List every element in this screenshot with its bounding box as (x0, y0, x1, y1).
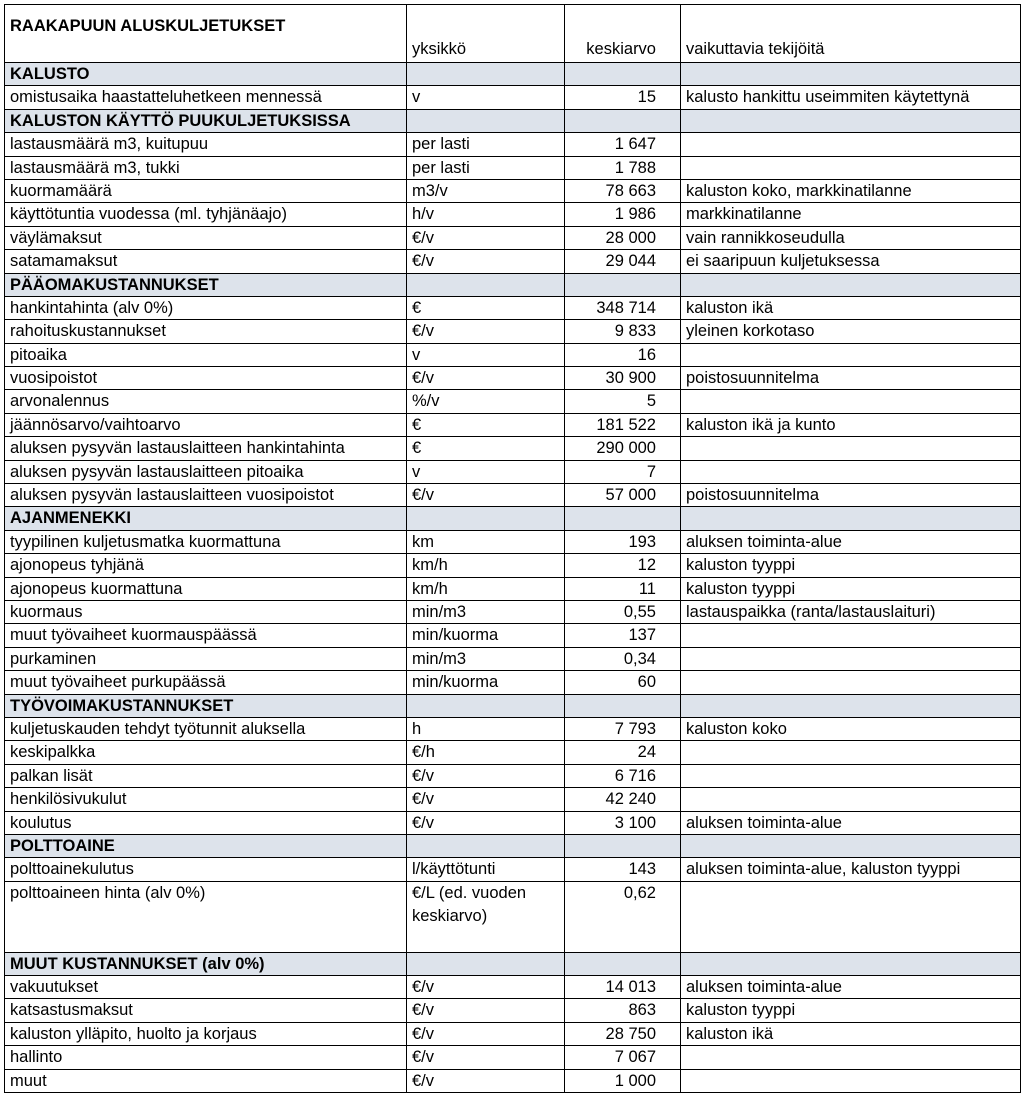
row-unit: €/v (407, 1069, 565, 1092)
section-cell (407, 834, 565, 857)
row-factors (681, 133, 1021, 156)
row-item: purkaminen (5, 647, 407, 670)
section-cell (407, 694, 565, 717)
row-unit: € (407, 413, 565, 436)
row-average: 6 716 (565, 764, 681, 787)
row-average: 15 (565, 86, 681, 109)
row-factors: aluksen toiminta-alue (681, 976, 1021, 999)
section-cell (681, 694, 1021, 717)
row-item: aluksen pysyvän lastauslaitteen pitoaika (5, 460, 407, 483)
section-label: MUUT KUSTANNUKSET (alv 0%) (5, 952, 407, 975)
row-average: 143 (565, 858, 681, 881)
header-row (5, 5, 1021, 63)
row-item: satamamaksut (5, 250, 407, 273)
table-row (5, 367, 1021, 390)
row-unit: h/v (407, 203, 565, 226)
section-cell (407, 273, 565, 296)
row-unit: €/L (ed. vuoden keskiarvo) (407, 881, 565, 952)
row-item: hankintahinta (alv 0%) (5, 296, 407, 319)
row-item: tyypilinen kuljetusmatka kuormattuna (5, 530, 407, 553)
section-cell (565, 834, 681, 857)
row-item: vakuutukset (5, 976, 407, 999)
row-average: 28 750 (565, 1022, 681, 1045)
row-item: omistusaika haastatteluhetkeen mennessä (5, 86, 407, 109)
section-row (5, 109, 1021, 132)
row-factors (681, 460, 1021, 483)
row-factors (681, 343, 1021, 366)
section-cell (565, 63, 681, 86)
table-row (5, 554, 1021, 577)
section-row (5, 952, 1021, 975)
table-row (5, 741, 1021, 764)
row-factors: vain rannikkoseudulla (681, 226, 1021, 249)
row-factors: lastauspaikka (ranta/lastauslaituri) (681, 600, 1021, 623)
table-row (5, 764, 1021, 787)
table-row (5, 413, 1021, 436)
section-label: PÄÄOMAKUSTANNUKSET (5, 273, 407, 296)
cost-table (4, 4, 1021, 1093)
table-row (5, 647, 1021, 670)
row-average: 78 663 (565, 179, 681, 202)
row-factors (681, 764, 1021, 787)
table-row (5, 250, 1021, 273)
row-unit: €/v (407, 999, 565, 1022)
table-row (5, 179, 1021, 202)
row-factors: ei saaripuun kuljetuksessa (681, 250, 1021, 273)
row-item: kuljetuskauden tehdyt työtunnit aluksella (5, 717, 407, 740)
table-title: RAAKAPUUN ALUSKULJETUKSET (5, 5, 407, 63)
row-average: 348 714 (565, 296, 681, 319)
row-item: muut (5, 1069, 407, 1092)
row-factors: aluksen toiminta-alue (681, 530, 1021, 553)
section-cell (565, 507, 681, 530)
row-unit: min/m3 (407, 600, 565, 623)
section-row (5, 694, 1021, 717)
row-item: polttoaineen hinta (alv 0%) (5, 881, 407, 952)
row-item: aluksen pysyvän lastauslaitteen hankintahinta (5, 437, 407, 460)
row-average: 5 (565, 390, 681, 413)
row-unit: m3/v (407, 179, 565, 202)
table-row (5, 133, 1021, 156)
row-unit: km/h (407, 577, 565, 600)
section-cell (565, 952, 681, 975)
row-unit: € (407, 296, 565, 319)
row-unit: km/h (407, 554, 565, 577)
row-average: 1 986 (565, 203, 681, 226)
row-unit: min/kuorma (407, 671, 565, 694)
row-factors: aluksen toiminta-alue, kaluston tyyppi (681, 858, 1021, 881)
row-factors (681, 881, 1021, 952)
row-average: 1 000 (565, 1069, 681, 1092)
row-unit: €/v (407, 250, 565, 273)
row-average: 9 833 (565, 320, 681, 343)
row-average: 863 (565, 999, 681, 1022)
row-factors (681, 1069, 1021, 1092)
row-item: koulutus (5, 811, 407, 834)
row-item: keskipalkka (5, 741, 407, 764)
row-factors (681, 788, 1021, 811)
table-row (5, 460, 1021, 483)
table-row (5, 881, 1021, 952)
row-factors: kaluston tyyppi (681, 577, 1021, 600)
table-row (5, 320, 1021, 343)
row-average: 7 (565, 460, 681, 483)
row-factors (681, 647, 1021, 670)
table-row (5, 811, 1021, 834)
row-unit: €/h (407, 741, 565, 764)
table-row (5, 1022, 1021, 1045)
row-item: aluksen pysyvän lastauslaitteen vuosipoistot (5, 484, 407, 507)
row-factors: poistosuunnitelma (681, 367, 1021, 390)
row-factors (681, 390, 1021, 413)
table-row (5, 203, 1021, 226)
section-cell (681, 109, 1021, 132)
row-average: 14 013 (565, 976, 681, 999)
table-row (5, 390, 1021, 413)
row-unit: €/v (407, 1046, 565, 1069)
section-row (5, 507, 1021, 530)
table-row (5, 624, 1021, 647)
section-cell (407, 952, 565, 975)
row-item: käyttötuntia vuodessa (ml. tyhjänäajo) (5, 203, 407, 226)
row-average: 137 (565, 624, 681, 647)
section-row (5, 63, 1021, 86)
row-unit: per lasti (407, 156, 565, 179)
row-factors: markkinatilanne (681, 203, 1021, 226)
table-row (5, 999, 1021, 1022)
row-average: 16 (565, 343, 681, 366)
section-label: POLTTOAINE (5, 834, 407, 857)
row-unit: €/v (407, 367, 565, 390)
row-factors (681, 1046, 1021, 1069)
row-factors: kaluston ikä ja kunto (681, 413, 1021, 436)
row-item: muut työvaiheet kuormauspäässä (5, 624, 407, 647)
row-unit: €/v (407, 484, 565, 507)
row-item: jäännösarvo/vaihtoarvo (5, 413, 407, 436)
row-unit: €/v (407, 764, 565, 787)
row-unit: €/v (407, 226, 565, 249)
row-unit: v (407, 460, 565, 483)
section-row (5, 834, 1021, 857)
row-unit: €/v (407, 320, 565, 343)
row-average: 193 (565, 530, 681, 553)
row-item: hallinto (5, 1046, 407, 1069)
row-average: 0,34 (565, 647, 681, 670)
table-row (5, 600, 1021, 623)
row-average: 28 000 (565, 226, 681, 249)
table-row (5, 976, 1021, 999)
row-unit: %/v (407, 390, 565, 413)
row-average: 0,55 (565, 600, 681, 623)
table-row (5, 858, 1021, 881)
section-cell (565, 273, 681, 296)
row-average: 1 788 (565, 156, 681, 179)
row-average: 42 240 (565, 788, 681, 811)
row-unit: l/käyttötunti (407, 858, 565, 881)
table-row (5, 671, 1021, 694)
row-unit: €/v (407, 811, 565, 834)
section-cell (681, 507, 1021, 530)
row-item: vuosipoistot (5, 367, 407, 390)
row-unit: v (407, 86, 565, 109)
section-cell (565, 109, 681, 132)
row-item: pitoaika (5, 343, 407, 366)
table-row (5, 530, 1021, 553)
row-factors: poistosuunnitelma (681, 484, 1021, 507)
row-unit: € (407, 437, 565, 460)
row-unit: h (407, 717, 565, 740)
table-row (5, 1046, 1021, 1069)
header-unit: yksikkö (407, 5, 565, 63)
row-average: 11 (565, 577, 681, 600)
header-factors: vaikuttavia tekijöitä (681, 5, 1021, 63)
row-factors: kaluston tyyppi (681, 554, 1021, 577)
row-average: 30 900 (565, 367, 681, 390)
table-row (5, 86, 1021, 109)
row-unit: min/m3 (407, 647, 565, 670)
row-factors (681, 671, 1021, 694)
row-factors (681, 624, 1021, 647)
row-factors: aluksen toiminta-alue (681, 811, 1021, 834)
table-row (5, 343, 1021, 366)
row-item: polttoainekulutus (5, 858, 407, 881)
row-average: 1 647 (565, 133, 681, 156)
row-average: 290 000 (565, 437, 681, 460)
row-factors: kaluston ikä (681, 296, 1021, 319)
row-item: ajonopeus kuormattuna (5, 577, 407, 600)
row-average: 12 (565, 554, 681, 577)
row-unit: €/v (407, 1022, 565, 1045)
section-row (5, 273, 1021, 296)
section-label: AJANMENEKKI (5, 507, 407, 530)
row-item: ajonopeus tyhjänä (5, 554, 407, 577)
section-cell (681, 952, 1021, 975)
row-item: väylämaksut (5, 226, 407, 249)
table-row (5, 577, 1021, 600)
section-cell (407, 109, 565, 132)
header-average: keskiarvo (565, 5, 681, 63)
row-factors: kaluston koko (681, 717, 1021, 740)
section-cell (681, 834, 1021, 857)
row-unit: €/v (407, 788, 565, 811)
section-label: KALUSTO (5, 63, 407, 86)
table-row (5, 437, 1021, 460)
section-cell (407, 507, 565, 530)
table-row (5, 296, 1021, 319)
row-average: 24 (565, 741, 681, 764)
row-unit: €/v (407, 976, 565, 999)
row-factors: kaluston koko, markkinatilanne (681, 179, 1021, 202)
table-row (5, 156, 1021, 179)
section-label: TYÖVOIMAKUSTANNUKSET (5, 694, 407, 717)
section-cell (681, 273, 1021, 296)
row-factors (681, 437, 1021, 460)
row-item: katsastusmaksut (5, 999, 407, 1022)
row-factors: kaluston tyyppi (681, 999, 1021, 1022)
row-average: 7 067 (565, 1046, 681, 1069)
row-factors: kaluston ikä (681, 1022, 1021, 1045)
row-item: palkan lisät (5, 764, 407, 787)
table-row (5, 788, 1021, 811)
section-cell (565, 694, 681, 717)
section-cell (407, 63, 565, 86)
row-unit: per lasti (407, 133, 565, 156)
row-item: lastausmäärä m3, kuitupuu (5, 133, 407, 156)
row-average: 57 000 (565, 484, 681, 507)
table-row (5, 717, 1021, 740)
row-item: lastausmäärä m3, tukki (5, 156, 407, 179)
row-item: henkilösivukulut (5, 788, 407, 811)
section-label: KALUSTON KÄYTTÖ PUUKULJETUKSISSA (5, 109, 407, 132)
row-unit: min/kuorma (407, 624, 565, 647)
row-item: rahoituskustannukset (5, 320, 407, 343)
row-average: 60 (565, 671, 681, 694)
table-row (5, 1069, 1021, 1092)
row-item: muut työvaiheet purkupäässä (5, 671, 407, 694)
row-average: 29 044 (565, 250, 681, 273)
row-average: 181 522 (565, 413, 681, 436)
row-factors (681, 156, 1021, 179)
table-row (5, 226, 1021, 249)
row-factors: yleinen korkotaso (681, 320, 1021, 343)
row-item: kaluston ylläpito, huolto ja korjaus (5, 1022, 407, 1045)
row-factors: kalusto hankittu useimmiten käytettynä (681, 86, 1021, 109)
row-unit: v (407, 343, 565, 366)
row-average: 0,62 (565, 881, 681, 952)
row-item: kuormaus (5, 600, 407, 623)
row-item: arvonalennus (5, 390, 407, 413)
section-cell (681, 63, 1021, 86)
row-item: kuormamäärä (5, 179, 407, 202)
row-unit: km (407, 530, 565, 553)
row-factors (681, 741, 1021, 764)
row-average: 7 793 (565, 717, 681, 740)
table-row (5, 484, 1021, 507)
row-average: 3 100 (565, 811, 681, 834)
